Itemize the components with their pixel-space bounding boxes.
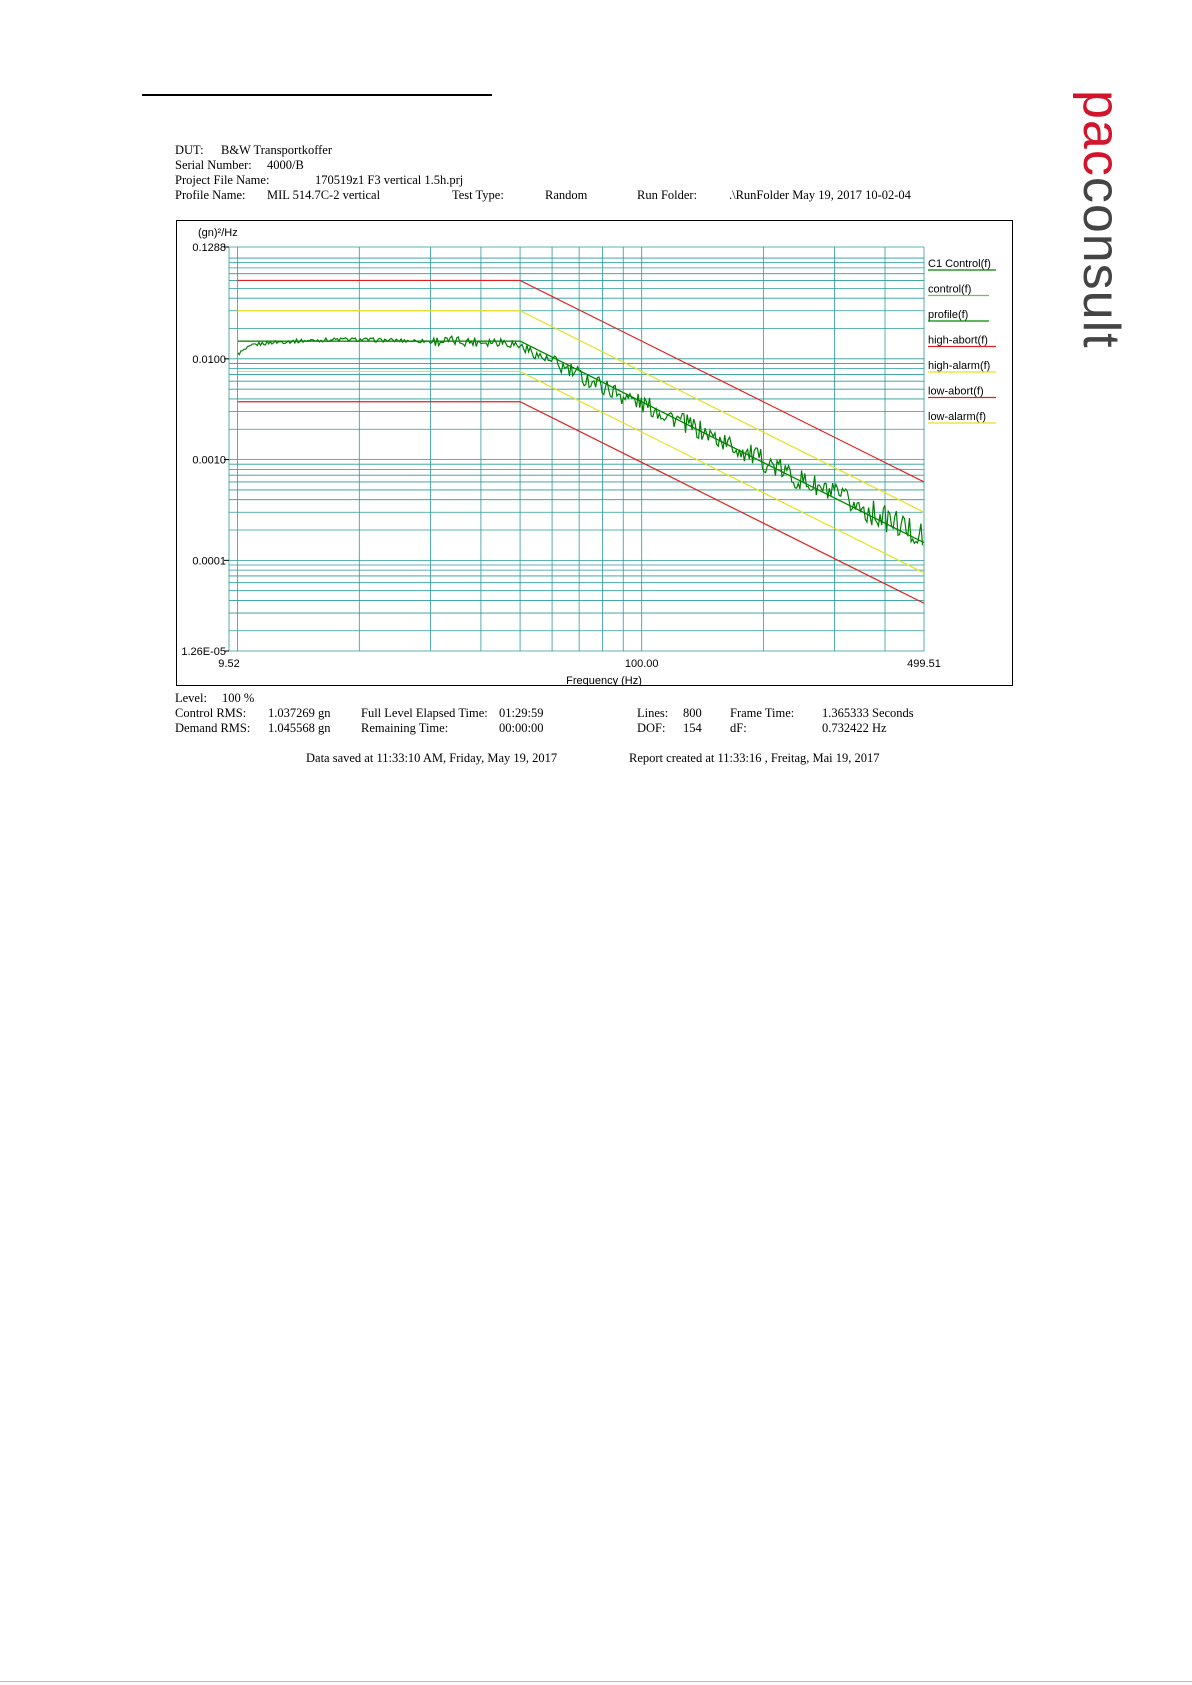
- header-rule: [142, 94, 492, 96]
- psd-chart: [176, 220, 1013, 686]
- df-label: dF:: [730, 721, 747, 735]
- test-type-label: Test Type:: [452, 188, 504, 202]
- legend-label: high-alarm(f): [928, 360, 991, 372]
- y-tick-label: 0.0010: [192, 454, 226, 467]
- control-rms-label: Control RMS:: [175, 706, 247, 720]
- y-axis-title: (gn)²/Hz: [198, 227, 238, 239]
- report-created-text: Report created at 11:33:16 , Freitag, Mai 19, 2017: [629, 751, 880, 765]
- dof-value: 154: [683, 721, 702, 735]
- x-axis-title: Frequency (Hz): [566, 675, 642, 686]
- dut-label: DUT:: [175, 143, 204, 157]
- elapsed-value: 01:29:59: [499, 706, 544, 720]
- run-folder-value: .\RunFolder May 19, 2017 10-02-04: [729, 188, 911, 202]
- serial-label: Serial Number:: [175, 158, 252, 172]
- dof-label: DOF:: [637, 721, 666, 735]
- df-value: 0.732422 Hz: [822, 721, 887, 735]
- legend: [928, 258, 996, 423]
- level-value: 100 %: [222, 691, 255, 705]
- x-tick-label: 100.00: [624, 658, 659, 670]
- control-rms-value: 1.037269 gn: [268, 706, 331, 720]
- legend-label: profile(f): [928, 309, 969, 321]
- frame-time-value: 1.365333 Seconds: [822, 706, 914, 720]
- tick-layer: [181, 242, 940, 670]
- y-tick-label: 1.26E-05: [181, 646, 226, 658]
- y-tick-label: 0.0100: [192, 353, 226, 366]
- grid-minor: [229, 258, 924, 631]
- profile-label: Profile Name:: [175, 188, 246, 202]
- legend-label: low-alarm(f): [928, 411, 987, 423]
- y-tick-label: 0.1288: [192, 242, 226, 254]
- test-type-value: Random: [545, 188, 588, 202]
- project-value: 170519z1 F3 vertical 1.5h.prj: [315, 173, 464, 187]
- serial-value: 4000/B: [267, 158, 304, 172]
- y-tick-label: 0.0001: [192, 555, 226, 568]
- demand-rms-value: 1.045568 gn: [268, 721, 331, 735]
- x-tick-label: 9.52: [218, 658, 240, 670]
- elapsed-label: Full Level Elapsed Time:: [361, 706, 488, 720]
- legend-label: C1 Control(f): [928, 258, 991, 270]
- legend-label: low-abort(f): [928, 385, 984, 398]
- page-bottom-rule: [0, 1681, 1192, 1682]
- series-line-low-abort-f-: [238, 402, 924, 604]
- legend-label: control(f): [928, 283, 972, 296]
- demand-rms-label: Demand RMS:: [175, 721, 251, 735]
- remaining-label: Remaining Time:: [361, 721, 449, 735]
- level-label: Level:: [175, 691, 207, 705]
- series-line-c1-control-f-: [238, 336, 923, 545]
- run-folder-label: Run Folder:: [637, 188, 698, 202]
- profile-value: MIL 514.7C-2 vertical: [267, 188, 381, 202]
- lines-value: 800: [683, 706, 702, 720]
- logo-consult-text: consult: [1072, 176, 1130, 349]
- remaining-value: 00:00:00: [499, 721, 544, 735]
- project-label: Project File Name:: [175, 173, 270, 187]
- data-saved-text: Data saved at 11:33:10 AM, Friday, May 19, 2017: [306, 751, 558, 765]
- x-tick-label: 499.51: [907, 658, 941, 670]
- paconsult-logo: [1065, 90, 1135, 400]
- legend-label: high-abort(f): [928, 334, 988, 347]
- logo-pac-text: pac: [1072, 90, 1130, 177]
- frame-time-label: Frame Time:: [730, 706, 795, 720]
- dut-value: B&W Transportkoffer: [221, 143, 332, 157]
- lines-label: Lines:: [637, 706, 669, 720]
